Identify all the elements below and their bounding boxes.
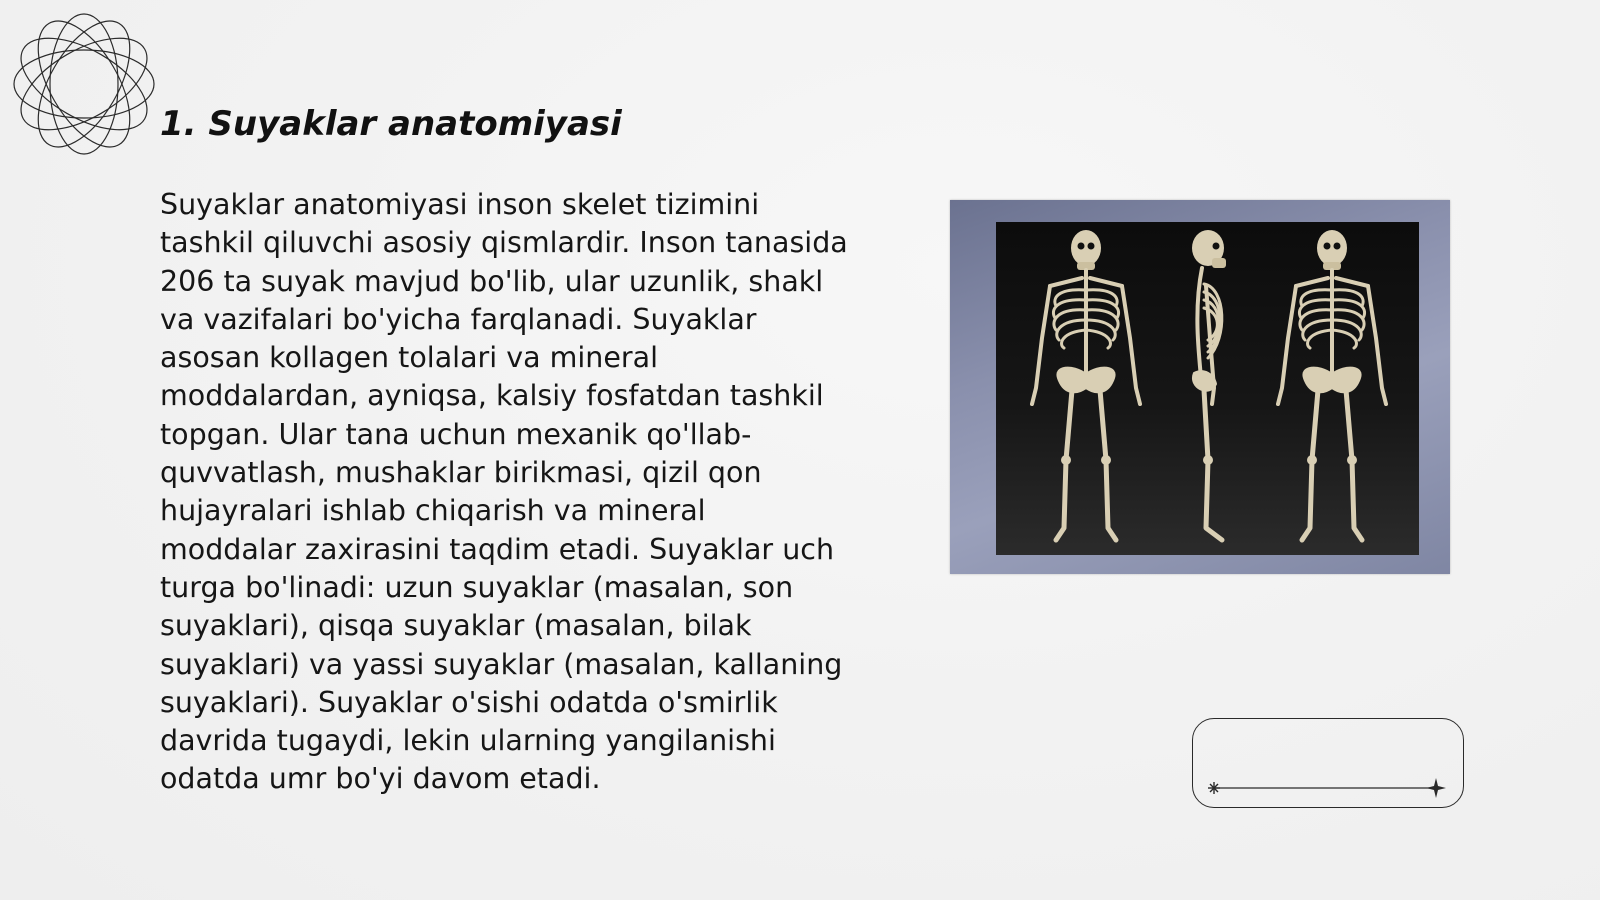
skeleton-image: [996, 222, 1419, 555]
decorative-rounded-box: [1192, 718, 1464, 808]
skeleton-side-view: [1192, 230, 1226, 540]
skeleton-front-view: [1032, 230, 1140, 540]
four-point-star-icon: [1426, 778, 1446, 798]
slide-body-text: Suyaklar anatomiyasi inson skelet tizimini tashkil qiluvchi asosiy qismlardir. Inson tanasida 206 ta suyak mavjud bo'lib, ular uzunlik, shakl va vazifalari bo'yicha farqlanadi. Suyaklar asosan kollagen tolalari va mineral moddalardan, ayniqsa, kalsiy fosfatdan tashkil topgan. Ular tana uchun mexanik qo'llab-quvvatlash, mushaklar birikmasi, qizil qon hujayralari ishlab chiqarish va mineral moddalar zaxirasini taqdim etadi. Suyaklar uch turga bo'linadi: uzun suyaklar (masalan, son suyaklari), qisqa suyaklar (masalan, bilak suyaklari) va yassi suyaklar (masalan, kallaning suyaklari). Suyaklar o'sishi odatda o'smirlik davrida tugaydi, lekin ularning yangilanishi odatda umr bo'yi davom etadi.: [160, 188, 848, 796]
sparkle-icon: [1208, 782, 1220, 794]
slide-title: 1. Suyaklar anatomiyasi: [160, 104, 622, 144]
skeleton-back-view: [1278, 230, 1386, 540]
skeleton-image-frame: [950, 200, 1450, 574]
orbit-rings-icon: [10, 10, 158, 158]
